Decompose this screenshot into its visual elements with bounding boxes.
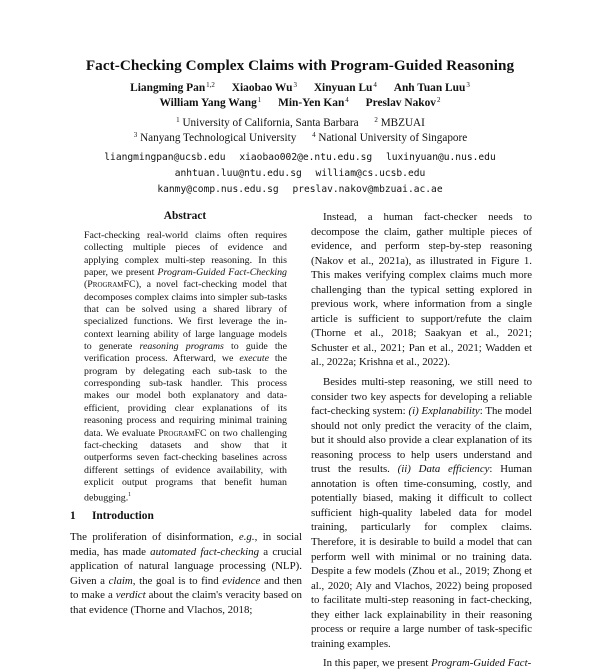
email-line-2 [0, 168, 600, 179]
paper-title: Fact-Checking Complex Claims with Program-Guided Reasoning [85, 57, 515, 74]
email-link[interactable]: xiaobao002@e.ntu.edu.sg [239, 152, 373, 163]
right-column-text [311, 210, 532, 671]
affiliation: $^4$ National University of Singapore [312, 131, 468, 144]
email-link[interactable]: william@cs.ucsb.edu [315, 168, 426, 179]
email-line-3 [0, 184, 600, 195]
section-heading-introduction: 1 Introduction [70, 510, 154, 522]
author-line-2 [0, 96, 600, 109]
email-link[interactable]: anhtuan.luu@ntu.edu.sg [174, 168, 302, 179]
affiliation: $^1$ University of California, Santa Barbara [176, 116, 359, 129]
paragraph: Instead, a human fact-checker needs to decompose the claim, gather multiple pieces of evidence, and perform step-by-step reasoning (Nakov et al., 2021a), as illustrated in Figure 1. This makes verifying complex claims much more challenging than the typical setting explored in previous work, where information from a single article is sufficient to support/refute the claim (Thorne et al., 2018; Saakyan et al., 2021; Schuster et al., 2021; Pan et al., 2021; Wadden et al., 2022a; Krishna et al., 2022). [311, 211, 532, 369]
email-link[interactable]: preslav.nakov@mbzuai.ac.ae [292, 184, 443, 195]
author-line-1 [0, 81, 600, 94]
author: Xiaobao Wu$^3$ [231, 81, 297, 94]
author: William Yang Wang$^1$ [159, 96, 262, 109]
affiliation: $^3$ Nanyang Technological University [133, 131, 297, 144]
author: Xinyuan Lu$^4$ [313, 81, 377, 94]
abstract-heading: Abstract [163, 210, 207, 222]
author: Preslav Nakov$^2$ [365, 96, 441, 109]
email-line-1 [0, 152, 600, 163]
paragraph: In this paper, we present Program-Guided Fact- [323, 657, 532, 670]
email-link[interactable]: kanmy@comp.nus.edu.sg [157, 184, 279, 195]
footnote-marker[interactable]: 1 [128, 492, 132, 499]
affiliation: $^2$ MBZUAI [374, 116, 425, 129]
paragraph: Besides multi-step reasoning, we still need to consider two key aspects for developing a reliable fact-checking system: (i) Explanability: The model should not only predict the veracity of the claim, but it should also provide a clear explanation of its reasoning process to help users understand and trust the results. (ii) Data efficiency: Human annotation is often time-consuming, costly, and potentially biased, making it difficult to collect sufficient high-quality labeled data for model training, particularly for complex claims. Therefore, it is desirable to build a model that can perform well with minimal or no training data. Despite a few models (Zhou et al., 2019; Zhong et al., 2020; Aly and Vlachos, 2022) being proposed to facilitate multi-step reasoning in fact-checking, they either lack explainability in their reasoning process or require a large number of task-specific training examples. [311, 376, 533, 650]
introduction-body: The proliferation of disinformation, e.g., in social media, has made automated fact-checking a crucial application of natural language processing (NLP). Given a claim, the goal is to find evidence and then to make a verdict about the claim's veracity based on that evidence (Thorne and Vlachos, 2018; [70, 531, 302, 616]
author: Min-Yen Kan$^4$ [278, 96, 349, 109]
email-link[interactable]: liangmingpan@ucsb.edu [104, 152, 226, 163]
author: Liangming Pan$^{1,2}$ [130, 81, 215, 94]
abstract-body: Fact-checking real-world claims often requires collecting multiple pieces of evidence and applying complex multi-step reasoning. In this paper, we present Program-Guided Fact-Checking (ProgramFC), a novel fact-checking model that decomposes complex claims into simpler sub-tasks that can be solved using a shared library of specialized functions. We first leverage the in-context learning ability of large language models to generate reasoning programs to guide the verification process. Afterward, we execute the program by delegating each sub-task to the corresponding sub-task handler. This process makes our model both explanatory and data-efficient, providing clear explanations of its reasoning process and requiring minimal training data. We evaluate ProgramFC on two challenging fact-checking datasets and show that it outperforms seven fact-checking baselines across different settings of evidence availability, with explicit output programs that benefit human debugging.$^1$ [84, 230, 287, 504]
affiliation-line-1 [0, 116, 600, 129]
affiliation-line-2 [0, 131, 600, 144]
email-link[interactable]: luxinyuan@u.nus.edu [385, 152, 496, 163]
author: Anh Tuan Luu$^3$ [393, 81, 470, 94]
